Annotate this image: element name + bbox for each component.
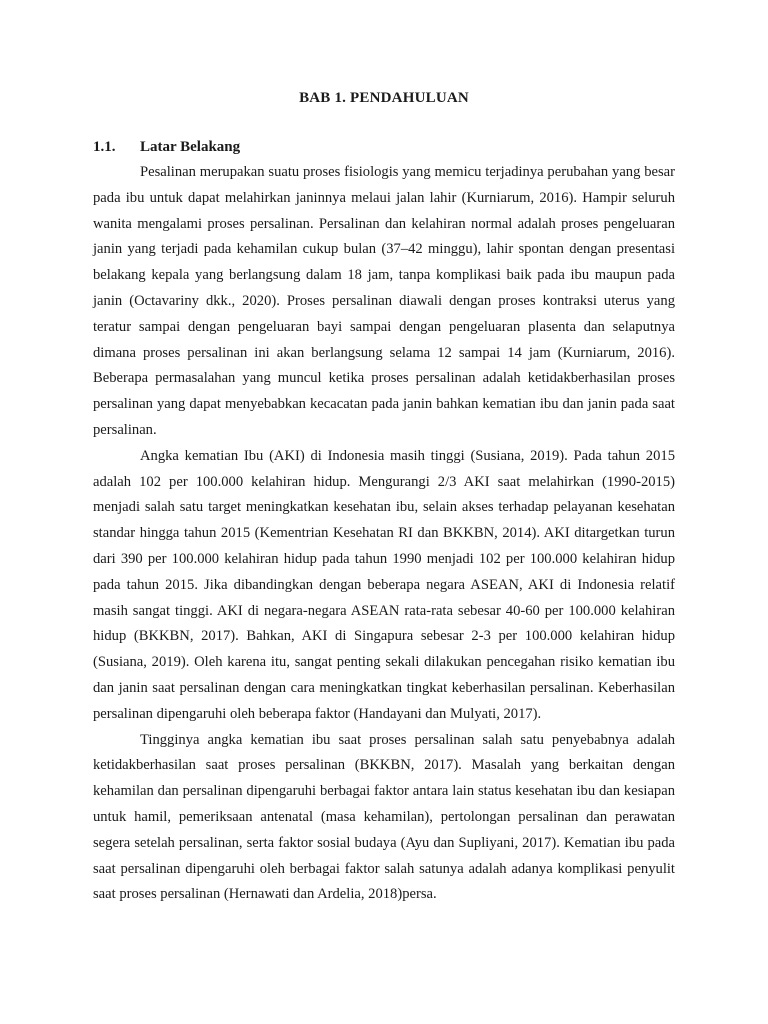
body-text xyxy=(93,160,675,908)
section-heading xyxy=(93,137,240,157)
chapter-title: BAB 1. PENDAHULUAN xyxy=(299,90,469,106)
section-title: Latar Belakang xyxy=(140,139,241,155)
paragraph: Tingginya angka kematian ibu saat proses persalinan salah satu penyebabnya adalah ketidakberhasilan saat proses persalinan (BKKBN, 2017). Masalah yang berkaitan dengan kehamilan dan persalinan dipengaruhi berbagai faktor antara lain status kesehatan ibu dan kesiapan untuk hamil, pemeriksaan antenatal (masa kehamilan), pertolongan persalinan dan perawatan segera setelah persalinan, serta faktor sosial budaya (Ayu dan Supliyani, 2017). Kematian ibu pada saat persalinan dipengaruhi oleh berbagai faktor salah satunya adalah adanya komplikasi penyulit saat proses persalinan (Hernawati dan Ardelia, 2018)persa. xyxy=(93,731,675,903)
section-number: 1.1. xyxy=(93,139,116,155)
paragraph: Pesalinan merupakan suatu proses fisiologis yang memicu terjadinya perubahan yang besar pada ibu untuk dapat melahirkan janinnya melaui jalan lahir (Kurniarum, 2016). Hampir seluruh wanita mengalami proses persalinan. Persalinan dan kelahiran normal adalah proses pengeluaran janin yang terjadi pada kehamilan cukup bulan (37–42 minggu), lahir spontan dengan presentasi belakang kepala yang berlangsung dalam 18 jam, tanpa komplikasi baik pada ibu maupun pada janin (Octavariny dkk., 2020). Proses persalinan diawali dengan proses kontraksi uterus yang teratur sampai dengan pengeluaran bayi sampai dengan pengeluaran plasenta dan selaputnya dimana proses persalinan ini akan berlangsung selama 12 sampai 14 jam (Kurniarum, 2016). Beberapa permasalahan yang muncul ketika proses persalinan adalah ketidakberhasilan proses persalinan yang dapat menyebabkan kecacatan pada janin bahkan kematian ibu dan janin pada saat persalinan. xyxy=(93,164,675,438)
paragraph: Angka kematian Ibu (AKI) di Indonesia masih tinggi (Susiana, 2019). Pada tahun 2015 adalah 102 per 100.000 kelahiran hidup. Mengurangi 2/3 AKI saat melahirkan (1990-2015) menjadi salah satu target meningkatkan kesehatan ibu, selain akses terhadap pelayanan kesehatan standar hingga tahun 2015 (Kementrian Kesehatan RI dan BKKBN, 2014). AKI ditargetkan turun dari 390 per 100.000 kelahiran hidup pada tahun 1990 menjadi 102 per 100.000 kelahiran hidup pada tahun 2015. Jika dibandingkan dengan beberapa negara ASEAN, AKI di Indonesia relatif masih sangat tinggi. AKI di negara-negara ASEAN rata-rata sebesar 40-60 per 100.000 kelahiran hidup (BKKBN, 2017). Bahkan, AKI di Singapura sebesar 2-3 per 100.000 kelahiran hidup (Susiana, 2019). Oleh karena itu, sangat penting sekali dilakukan pencegahan risiko kematian ibu dan janin saat persalinan dengan cara meningkatkan tingkat keberhasilan persalinan. Keberhasilan persalinan dipengaruhi oleh beberapa faktor (Handayani dan Mulyati, 2017). xyxy=(93,447,675,722)
